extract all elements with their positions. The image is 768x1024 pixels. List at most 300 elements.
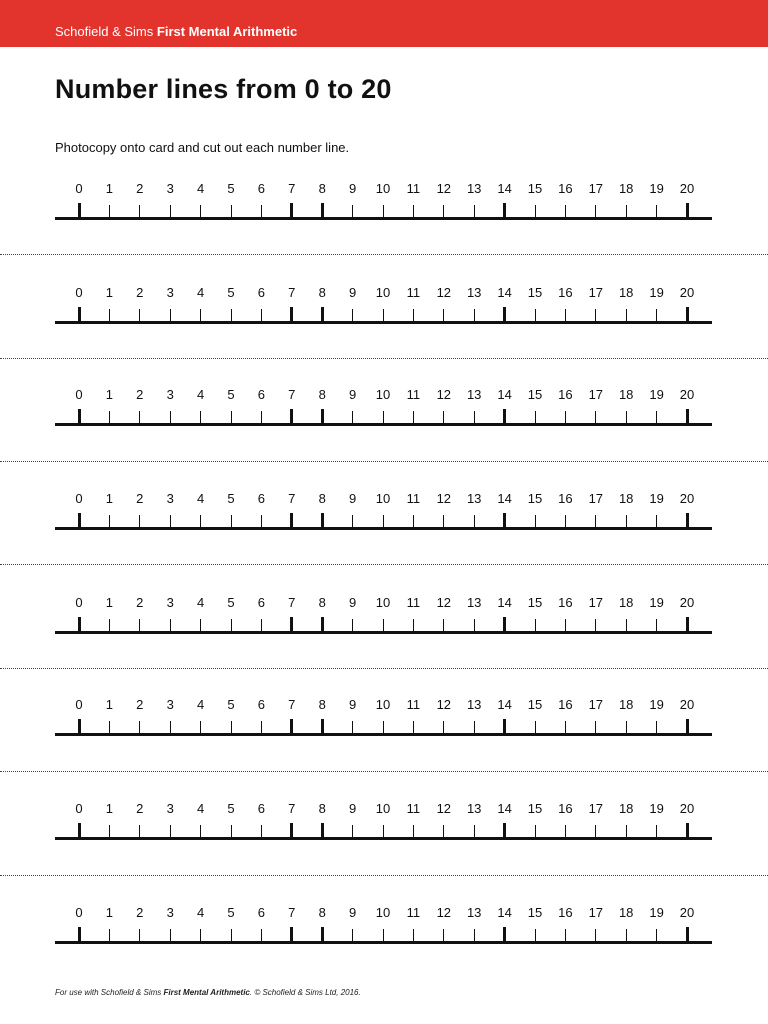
number-label: 6 bbox=[257, 697, 266, 712]
tick-mark bbox=[595, 721, 596, 733]
major-tick bbox=[503, 307, 506, 321]
number-label: 8 bbox=[318, 491, 326, 506]
number-line-axis bbox=[55, 941, 712, 944]
number-label: 3 bbox=[166, 595, 174, 610]
number-label: 12 bbox=[436, 181, 452, 196]
tick-mark bbox=[231, 825, 232, 837]
number-label: 9 bbox=[348, 491, 357, 506]
tick-mark bbox=[565, 411, 566, 423]
number-label: 1 bbox=[105, 491, 114, 506]
tick-mark bbox=[474, 411, 475, 423]
number-label: 4 bbox=[196, 181, 205, 196]
major-tick bbox=[321, 617, 324, 631]
number-label: 12 bbox=[436, 491, 452, 506]
tick-mark bbox=[535, 619, 536, 631]
number-label: 12 bbox=[436, 801, 452, 816]
number-label: 13 bbox=[466, 801, 482, 816]
tick-mark bbox=[109, 205, 110, 217]
major-tick bbox=[78, 513, 81, 527]
tick-mark bbox=[200, 205, 201, 217]
tick-mark bbox=[383, 515, 384, 527]
cut-line bbox=[0, 875, 768, 876]
header-text bbox=[55, 24, 297, 39]
number-label: 0 bbox=[75, 905, 83, 920]
number-label: 0 bbox=[75, 491, 83, 506]
tick-mark bbox=[139, 619, 140, 631]
tick-mark bbox=[626, 721, 627, 733]
number-label: 4 bbox=[196, 697, 205, 712]
number-label: 11 bbox=[406, 905, 421, 920]
tick-mark bbox=[139, 515, 140, 527]
number-label: 14 bbox=[497, 905, 512, 920]
tick-mark bbox=[656, 205, 657, 217]
number-label: 6 bbox=[257, 595, 266, 610]
number-label: 8 bbox=[318, 801, 326, 816]
number-label: 1 bbox=[105, 697, 114, 712]
number-label: 6 bbox=[257, 491, 266, 506]
number-label: 2 bbox=[136, 181, 144, 196]
major-tick bbox=[321, 823, 324, 837]
number-line-axis bbox=[55, 527, 712, 530]
tick-mark bbox=[443, 411, 444, 423]
tick-mark bbox=[231, 515, 232, 527]
tick-mark bbox=[656, 515, 657, 527]
major-tick bbox=[686, 617, 689, 631]
number-label: 13 bbox=[466, 697, 482, 712]
tick-mark bbox=[352, 205, 353, 217]
major-tick bbox=[78, 823, 81, 837]
number-label: 17 bbox=[588, 491, 604, 506]
number-label: 11 bbox=[406, 181, 421, 196]
number-label: 8 bbox=[318, 285, 326, 300]
tick-mark bbox=[261, 309, 262, 321]
tick-mark bbox=[231, 309, 232, 321]
tick-mark bbox=[109, 411, 110, 423]
number-label: 1 bbox=[105, 181, 114, 196]
number-label: 11 bbox=[406, 491, 421, 506]
major-tick bbox=[290, 203, 293, 217]
number-label: 15 bbox=[527, 387, 543, 402]
cut-line bbox=[0, 461, 768, 462]
number-label: 10 bbox=[375, 801, 391, 816]
number-label: 2 bbox=[136, 595, 144, 610]
number-label: 18 bbox=[618, 801, 634, 816]
number-label: 20 bbox=[679, 387, 695, 402]
major-tick bbox=[321, 513, 324, 527]
number-label: 1 bbox=[105, 387, 114, 402]
tick-mark bbox=[109, 619, 110, 631]
tick-mark bbox=[200, 929, 201, 941]
header-bar bbox=[0, 0, 768, 47]
major-tick bbox=[290, 927, 293, 941]
tick-mark bbox=[535, 929, 536, 941]
number-label: 19 bbox=[649, 387, 664, 402]
tick-mark bbox=[109, 721, 110, 733]
tick-mark bbox=[109, 309, 110, 321]
tick-mark bbox=[656, 721, 657, 733]
number-label: 4 bbox=[196, 595, 205, 610]
number-label: 7 bbox=[288, 387, 296, 402]
number-label: 15 bbox=[527, 285, 543, 300]
number-label: 14 bbox=[497, 697, 512, 712]
number-label: 15 bbox=[527, 905, 543, 920]
tick-mark bbox=[595, 619, 596, 631]
tick-mark bbox=[200, 619, 201, 631]
cut-line bbox=[0, 668, 768, 669]
number-label: 18 bbox=[618, 285, 634, 300]
number-label: 8 bbox=[318, 387, 326, 402]
major-tick bbox=[503, 409, 506, 423]
tick-mark bbox=[261, 515, 262, 527]
number-label: 19 bbox=[649, 491, 664, 506]
number-label: 19 bbox=[649, 801, 664, 816]
tick-mark bbox=[565, 619, 566, 631]
major-tick bbox=[321, 203, 324, 217]
tick-mark bbox=[595, 205, 596, 217]
tick-mark bbox=[170, 929, 171, 941]
number-label: 0 bbox=[75, 387, 83, 402]
tick-mark bbox=[626, 929, 627, 941]
number-label: 10 bbox=[375, 491, 391, 506]
tick-mark bbox=[565, 929, 566, 941]
number-label: 2 bbox=[136, 285, 144, 300]
number-label: 6 bbox=[257, 285, 266, 300]
tick-mark bbox=[109, 929, 110, 941]
number-label: 17 bbox=[588, 801, 604, 816]
major-tick bbox=[503, 617, 506, 631]
major-tick bbox=[503, 719, 506, 733]
number-label: 0 bbox=[75, 801, 83, 816]
number-label: 11 bbox=[406, 285, 421, 300]
footer-copyright: . © Schofield & Sims Ltd, 2016. bbox=[249, 988, 361, 997]
tick-mark bbox=[443, 309, 444, 321]
number-label: 2 bbox=[136, 905, 144, 920]
number-label: 15 bbox=[527, 801, 543, 816]
tick-mark bbox=[261, 825, 262, 837]
number-label: 7 bbox=[288, 491, 296, 506]
number-label: 16 bbox=[558, 595, 573, 610]
tick-mark bbox=[139, 825, 140, 837]
tick-mark bbox=[413, 515, 414, 527]
major-tick bbox=[503, 203, 506, 217]
major-tick bbox=[503, 513, 506, 527]
number-label: 9 bbox=[348, 387, 357, 402]
tick-mark bbox=[535, 721, 536, 733]
tick-mark bbox=[352, 929, 353, 941]
tick-mark bbox=[626, 825, 627, 837]
number-label: 5 bbox=[227, 801, 235, 816]
number-label: 2 bbox=[136, 801, 144, 816]
tick-mark bbox=[261, 205, 262, 217]
number-label: 2 bbox=[136, 697, 144, 712]
major-tick bbox=[290, 513, 293, 527]
number-label: 6 bbox=[257, 905, 266, 920]
number-label: 3 bbox=[166, 697, 174, 712]
tick-mark bbox=[383, 205, 384, 217]
major-tick bbox=[78, 409, 81, 423]
number-line bbox=[0, 491, 768, 551]
number-label: 6 bbox=[257, 801, 266, 816]
number-line-axis bbox=[55, 837, 712, 840]
number-label: 0 bbox=[75, 595, 83, 610]
number-label: 19 bbox=[649, 181, 664, 196]
number-label: 7 bbox=[288, 595, 296, 610]
number-line-axis bbox=[55, 631, 712, 634]
major-tick bbox=[78, 307, 81, 321]
number-label: 13 bbox=[466, 595, 482, 610]
tick-mark bbox=[200, 515, 201, 527]
tick-mark bbox=[535, 411, 536, 423]
tick-mark bbox=[626, 619, 627, 631]
number-label: 10 bbox=[375, 905, 391, 920]
tick-mark bbox=[200, 721, 201, 733]
number-label: 15 bbox=[527, 595, 543, 610]
footer bbox=[55, 988, 361, 997]
tick-mark bbox=[626, 205, 627, 217]
tick-mark bbox=[231, 619, 232, 631]
number-label: 19 bbox=[649, 697, 664, 712]
tick-mark bbox=[595, 825, 596, 837]
number-label: 18 bbox=[618, 491, 634, 506]
major-tick bbox=[290, 409, 293, 423]
tick-mark bbox=[595, 309, 596, 321]
number-label: 16 bbox=[558, 285, 573, 300]
number-label: 9 bbox=[348, 801, 357, 816]
tick-mark bbox=[170, 619, 171, 631]
tick-mark bbox=[383, 411, 384, 423]
number-label: 11 bbox=[406, 801, 421, 816]
cut-line bbox=[0, 771, 768, 772]
major-tick bbox=[290, 719, 293, 733]
tick-mark bbox=[656, 929, 657, 941]
number-line bbox=[0, 387, 768, 447]
number-label: 10 bbox=[375, 387, 391, 402]
tick-mark bbox=[139, 205, 140, 217]
number-line bbox=[0, 595, 768, 655]
major-tick bbox=[78, 719, 81, 733]
number-label: 7 bbox=[288, 801, 296, 816]
number-label: 19 bbox=[649, 905, 664, 920]
tick-mark bbox=[474, 721, 475, 733]
number-label: 7 bbox=[288, 697, 296, 712]
number-line bbox=[0, 801, 768, 861]
tick-mark bbox=[474, 309, 475, 321]
tick-mark bbox=[535, 309, 536, 321]
tick-mark bbox=[383, 825, 384, 837]
number-label: 3 bbox=[166, 181, 174, 196]
number-label: 3 bbox=[166, 387, 174, 402]
number-label: 16 bbox=[558, 491, 573, 506]
number-label: 16 bbox=[558, 387, 573, 402]
number-label: 18 bbox=[618, 905, 634, 920]
number-label: 5 bbox=[227, 285, 235, 300]
tick-mark bbox=[656, 825, 657, 837]
number-label: 17 bbox=[588, 387, 604, 402]
number-label: 1 bbox=[105, 285, 114, 300]
number-label: 7 bbox=[288, 181, 296, 196]
number-line-axis bbox=[55, 733, 712, 736]
tick-mark bbox=[200, 411, 201, 423]
tick-mark bbox=[626, 411, 627, 423]
tick-mark bbox=[474, 825, 475, 837]
tick-mark bbox=[626, 309, 627, 321]
tick-mark bbox=[231, 411, 232, 423]
number-label: 17 bbox=[588, 181, 604, 196]
major-tick bbox=[321, 927, 324, 941]
number-label: 13 bbox=[466, 387, 482, 402]
number-line bbox=[0, 285, 768, 345]
tick-mark bbox=[170, 825, 171, 837]
major-tick bbox=[686, 203, 689, 217]
tick-mark bbox=[443, 619, 444, 631]
tick-mark bbox=[413, 619, 414, 631]
tick-mark bbox=[352, 619, 353, 631]
number-label: 1 bbox=[105, 905, 114, 920]
number-label: 16 bbox=[558, 905, 573, 920]
tick-mark bbox=[565, 205, 566, 217]
number-label: 20 bbox=[679, 181, 695, 196]
number-label: 6 bbox=[257, 181, 266, 196]
number-label: 18 bbox=[618, 181, 634, 196]
major-tick bbox=[78, 203, 81, 217]
number-line bbox=[0, 905, 768, 965]
number-label: 4 bbox=[196, 491, 205, 506]
tick-mark bbox=[656, 411, 657, 423]
number-label: 12 bbox=[436, 697, 452, 712]
number-label: 16 bbox=[558, 801, 573, 816]
number-label: 20 bbox=[679, 285, 695, 300]
number-label: 15 bbox=[527, 181, 543, 196]
tick-mark bbox=[595, 929, 596, 941]
tick-mark bbox=[535, 205, 536, 217]
page-title: Number lines from 0 to 20 bbox=[55, 74, 392, 104]
number-label: 8 bbox=[318, 595, 326, 610]
footer-book-title: First Mental Arithmetic bbox=[163, 988, 250, 997]
tick-mark bbox=[474, 515, 475, 527]
tick-mark bbox=[656, 619, 657, 631]
tick-mark bbox=[200, 825, 201, 837]
tick-mark bbox=[626, 515, 627, 527]
tick-mark bbox=[231, 205, 232, 217]
number-label: 12 bbox=[436, 595, 452, 610]
number-label: 19 bbox=[649, 285, 664, 300]
tick-mark bbox=[231, 721, 232, 733]
tick-mark bbox=[565, 721, 566, 733]
number-line-axis bbox=[55, 217, 712, 220]
major-tick bbox=[321, 719, 324, 733]
number-label: 5 bbox=[227, 905, 235, 920]
number-label: 6 bbox=[257, 387, 266, 402]
number-label: 4 bbox=[196, 801, 205, 816]
number-label: 9 bbox=[348, 595, 357, 610]
number-label: 15 bbox=[527, 697, 543, 712]
number-label: 4 bbox=[196, 905, 205, 920]
tick-mark bbox=[139, 721, 140, 733]
major-tick bbox=[686, 409, 689, 423]
number-label: 1 bbox=[105, 801, 114, 816]
tick-mark bbox=[139, 411, 140, 423]
major-tick bbox=[78, 617, 81, 631]
tick-mark bbox=[261, 721, 262, 733]
number-label: 10 bbox=[375, 285, 391, 300]
major-tick bbox=[290, 307, 293, 321]
number-line bbox=[0, 697, 768, 757]
tick-mark bbox=[443, 721, 444, 733]
number-label: 18 bbox=[618, 595, 634, 610]
number-label: 7 bbox=[288, 905, 296, 920]
number-label: 18 bbox=[618, 387, 634, 402]
tick-mark bbox=[383, 929, 384, 941]
major-tick bbox=[686, 307, 689, 321]
number-label: 10 bbox=[375, 181, 391, 196]
tick-mark bbox=[352, 309, 353, 321]
tick-mark bbox=[535, 825, 536, 837]
number-label: 16 bbox=[558, 181, 573, 196]
number-label: 5 bbox=[227, 181, 235, 196]
number-label: 8 bbox=[318, 905, 326, 920]
number-label: 4 bbox=[196, 387, 205, 402]
tick-mark bbox=[595, 411, 596, 423]
series-name: First Mental Arithmetic bbox=[156, 24, 298, 39]
number-label: 3 bbox=[166, 801, 174, 816]
tick-mark bbox=[261, 619, 262, 631]
major-tick bbox=[503, 823, 506, 837]
tick-mark bbox=[565, 825, 566, 837]
number-label: 10 bbox=[375, 595, 391, 610]
number-label: 14 bbox=[497, 285, 512, 300]
number-label: 5 bbox=[227, 595, 235, 610]
tick-mark bbox=[170, 205, 171, 217]
number-label: 9 bbox=[348, 285, 357, 300]
tick-mark bbox=[231, 929, 232, 941]
tick-mark bbox=[170, 411, 171, 423]
number-line-axis bbox=[55, 321, 712, 324]
number-label: 8 bbox=[318, 181, 326, 196]
tick-mark bbox=[595, 515, 596, 527]
tick-mark bbox=[443, 515, 444, 527]
cut-line bbox=[0, 358, 768, 359]
number-label: 14 bbox=[497, 595, 512, 610]
tick-mark bbox=[383, 721, 384, 733]
major-tick bbox=[321, 409, 324, 423]
tick-mark bbox=[109, 515, 110, 527]
number-label: 5 bbox=[227, 387, 235, 402]
number-label: 13 bbox=[466, 491, 482, 506]
number-label: 0 bbox=[75, 181, 83, 196]
publisher-name: Schofield & Sims bbox=[55, 24, 154, 39]
tick-mark bbox=[565, 309, 566, 321]
number-label: 5 bbox=[227, 697, 235, 712]
number-label: 12 bbox=[436, 285, 452, 300]
major-tick bbox=[686, 719, 689, 733]
number-label: 14 bbox=[497, 387, 512, 402]
number-label: 15 bbox=[527, 491, 543, 506]
number-label: 20 bbox=[679, 595, 695, 610]
tick-mark bbox=[443, 929, 444, 941]
tick-mark bbox=[535, 515, 536, 527]
tick-mark bbox=[383, 309, 384, 321]
number-label: 20 bbox=[679, 905, 695, 920]
number-label: 20 bbox=[679, 491, 695, 506]
tick-mark bbox=[170, 309, 171, 321]
tick-mark bbox=[352, 721, 353, 733]
tick-mark bbox=[413, 309, 414, 321]
number-label: 9 bbox=[348, 181, 357, 196]
instruction-text: Photocopy onto card and cut out each number line. bbox=[55, 140, 350, 155]
major-tick bbox=[503, 927, 506, 941]
tick-mark bbox=[383, 619, 384, 631]
number-label: 8 bbox=[318, 697, 326, 712]
